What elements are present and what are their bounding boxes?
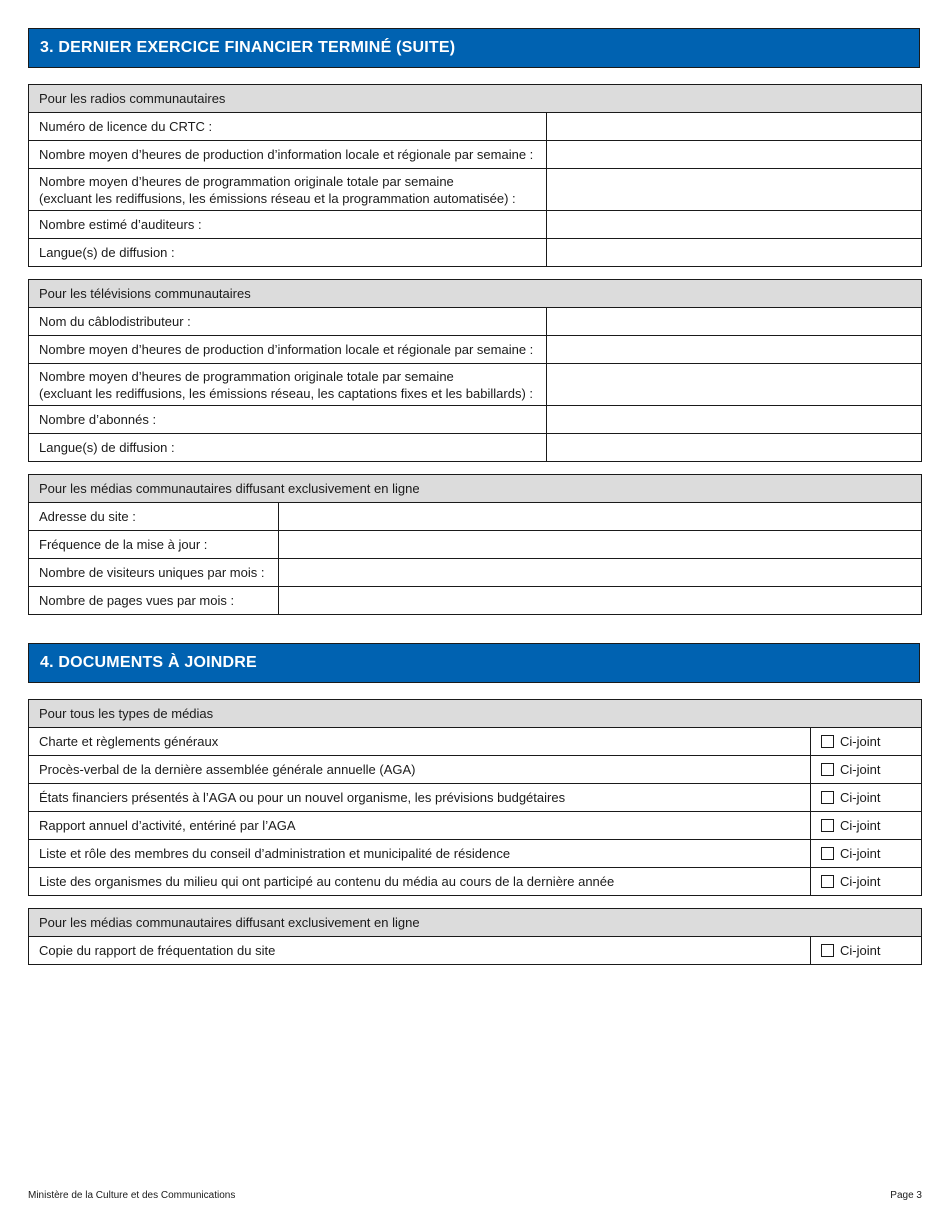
tv-subscribers-label: Nombre d’abonnés : <box>29 406 547 434</box>
doc-financials-label: États financiers présentés à l’AGA ou pour un nouvel organisme, les prévisions budgétaires <box>29 784 811 812</box>
attached-label: Ci-joint <box>840 818 881 833</box>
footer-ministry: Ministère de la Culture et des Communications <box>28 1190 236 1201</box>
cable-distributor-field[interactable] <box>547 308 922 336</box>
doc-minutes-label: Procès-verbal de la dernière assemblée générale annuelle (AGA) <box>29 756 811 784</box>
attached-label: Ci-joint <box>840 762 881 777</box>
tv-subscribers-field[interactable] <box>547 406 922 434</box>
tv-local-info-hours-label: Nombre moyen d’heures de production d’information locale et régionale par semaine : <box>29 336 547 364</box>
attached-label: Ci-joint <box>840 943 881 958</box>
online-documents-table <box>28 908 922 965</box>
radio-original-programming-line2: (excluant les rediffusions, les émissions réseau et la programmation automatisée) : <box>39 190 516 206</box>
section-3-title: 3. DERNIER EXERCICE FINANCIER TERMINÉ (SUITE) <box>28 28 920 68</box>
doc-board-list-attached[interactable] <box>811 840 922 868</box>
site-address-field[interactable] <box>279 503 922 531</box>
doc-charter-attached[interactable] <box>811 728 922 756</box>
radio-original-programming-field[interactable] <box>547 169 922 211</box>
checkbox[interactable] <box>821 735 834 748</box>
tv-original-programming-line1: Nombre moyen d’heures de programmation originale totale par semaine <box>39 368 454 384</box>
update-frequency-field[interactable] <box>279 531 922 559</box>
unique-visitors-field[interactable] <box>279 559 922 587</box>
online-table <box>28 474 922 615</box>
online-table-header: Pour les médias communautaires diffusant exclusivement en ligne <box>29 475 922 503</box>
doc-minutes-attached[interactable] <box>811 756 922 784</box>
documents-table-header: Pour tous les types de médias <box>29 700 922 728</box>
unique-visitors-label: Nombre de visiteurs uniques par mois : <box>29 559 279 587</box>
tv-original-programming-field[interactable] <box>547 364 922 406</box>
radio-local-info-hours-field[interactable] <box>547 141 922 169</box>
doc-annual-report-label: Rapport annuel d’activité, entériné par l’AGA <box>29 812 811 840</box>
footer-page-number: Page 3 <box>890 1190 922 1201</box>
doc-financials-attached[interactable] <box>811 784 922 812</box>
checkbox[interactable] <box>821 791 834 804</box>
checkbox[interactable] <box>821 819 834 832</box>
documents-table <box>28 699 922 896</box>
section-4-title: 4. DOCUMENTS À JOINDRE <box>28 643 920 683</box>
attached-label: Ci-joint <box>840 734 881 749</box>
site-address-label: Adresse du site : <box>29 503 279 531</box>
radio-language-label: Langue(s) de diffusion : <box>29 239 547 267</box>
doc-traffic-report-attached[interactable] <box>811 937 922 965</box>
radio-table <box>28 84 922 267</box>
radio-original-programming-line1: Nombre moyen d’heures de programmation originale totale par semaine <box>39 173 454 189</box>
doc-board-list-label: Liste et rôle des membres du conseil d’administration et municipalité de résidence <box>29 840 811 868</box>
page-views-label: Nombre de pages vues par mois : <box>29 587 279 615</box>
checkbox[interactable] <box>821 944 834 957</box>
doc-organizations-label: Liste des organismes du milieu qui ont participé au contenu du média au cours de la dernière année <box>29 868 811 896</box>
attached-label: Ci-joint <box>840 790 881 805</box>
checkbox[interactable] <box>821 875 834 888</box>
doc-organizations-attached[interactable] <box>811 868 922 896</box>
crtc-license-field[interactable] <box>547 113 922 141</box>
radio-table-header: Pour les radios communautaires <box>29 85 922 113</box>
radio-original-programming-label <box>29 169 547 211</box>
tv-table <box>28 279 922 462</box>
attached-label: Ci-joint <box>840 874 881 889</box>
attached-label: Ci-joint <box>840 846 881 861</box>
radio-local-info-hours-label: Nombre moyen d’heures de production d’information locale et régionale par semaine : <box>29 141 547 169</box>
crtc-license-label: Numéro de licence du CRTC : <box>29 113 547 141</box>
tv-original-programming-line2: (excluant les rediffusions, les émissions réseau, les captations fixes et les babillards) : <box>39 385 533 401</box>
tv-language-label: Langue(s) de diffusion : <box>29 434 547 462</box>
radio-listeners-label: Nombre estimé d’auditeurs : <box>29 211 547 239</box>
online-documents-table-header: Pour les médias communautaires diffusant exclusivement en ligne <box>29 909 922 937</box>
tv-local-info-hours-field[interactable] <box>547 336 922 364</box>
doc-annual-report-attached[interactable] <box>811 812 922 840</box>
page-views-field[interactable] <box>279 587 922 615</box>
tv-original-programming-label <box>29 364 547 406</box>
tv-language-field[interactable] <box>547 434 922 462</box>
checkbox[interactable] <box>821 847 834 860</box>
doc-charter-label: Charte et règlements généraux <box>29 728 811 756</box>
cable-distributor-label: Nom du câblodistributeur : <box>29 308 547 336</box>
radio-listeners-field[interactable] <box>547 211 922 239</box>
doc-traffic-report-label: Copie du rapport de fréquentation du site <box>29 937 811 965</box>
checkbox[interactable] <box>821 763 834 776</box>
update-frequency-label: Fréquence de la mise à jour : <box>29 531 279 559</box>
radio-language-field[interactable] <box>547 239 922 267</box>
tv-table-header: Pour les télévisions communautaires <box>29 280 922 308</box>
